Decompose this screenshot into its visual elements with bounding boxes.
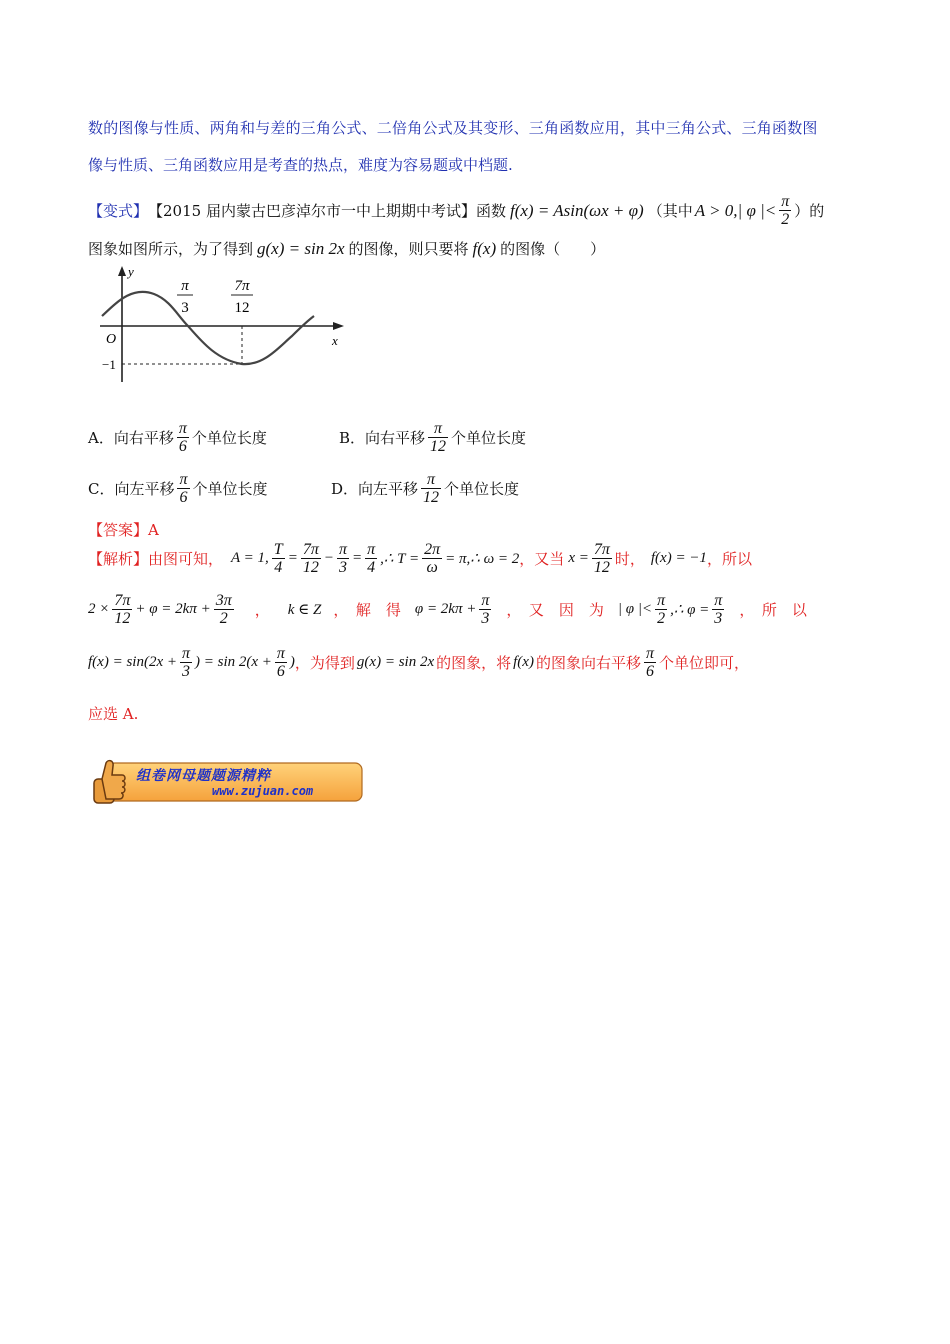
analysis-r2-i: ,∴ φ = — [670, 602, 710, 618]
analysis-r2-g: ， 又 因 为 — [506, 601, 604, 619]
origin-label: O — [106, 332, 117, 347]
variant-line-2 — [88, 238, 605, 259]
frac-7pi-12-b: $\frac{7\pi}{12}$ — [593, 541, 610, 576]
analysis-text-1: 由图可知， — [148, 550, 224, 568]
option-a-prefix: A．向右平移 — [88, 429, 174, 447]
option-d — [331, 471, 519, 506]
tick-label-2-den: 12 — [234, 300, 250, 316]
frac-pi-6-b: $\frac{\pi}{6}$ — [645, 645, 654, 680]
analysis-m7: x = — [568, 550, 589, 566]
analysis-m5: ,∴ T = — [380, 551, 420, 567]
option-b-prefix: B．向右平移 — [339, 429, 426, 447]
frac-7pi-12-a: $\frac{7\pi}{12}$ — [302, 541, 319, 576]
analysis-r2-b: + φ = 2kπ + — [135, 601, 211, 617]
frac-7pi-12-c: $\frac{7\pi}{12}$ — [114, 592, 131, 627]
answer-value: A — [148, 521, 159, 539]
x-axis-label: x — [332, 333, 338, 348]
variant-source: 【2015 届内蒙古巴彦淖尔市一中上期期中考试】 — [148, 202, 476, 220]
analysis-r3-e: g(x) = sin 2x — [356, 654, 435, 670]
frac-pi-4: $\frac{\pi}{4}$ — [367, 541, 376, 576]
analysis-r2-c: ， — [254, 601, 270, 619]
frac-pi-3-b: $\frac{\pi}{3}$ — [481, 592, 490, 627]
analysis-m1: A = 1, — [231, 550, 269, 566]
option-a-fraction: $\frac{\pi}{6}$ — [178, 420, 187, 455]
analysis-r2-d: k ∈ Z — [287, 602, 322, 618]
frac-pi-3-c: $\frac{\pi}{3}$ — [714, 592, 723, 627]
analysis-r2-e: ， 解 得 — [333, 601, 401, 619]
analysis-r3-b: ) = sin 2(x + — [194, 654, 272, 670]
sine-curve — [102, 292, 314, 364]
analysis-m3: − — [323, 550, 334, 566]
answer-line — [88, 519, 159, 540]
analysis-m6: = π,∴ ω = 2 — [445, 551, 520, 567]
frac-pi-2: $\frac{\pi}{2}$ — [657, 592, 666, 627]
option-c-suffix: 个单位长度 — [192, 480, 268, 498]
option-a-suffix: 个单位长度 — [191, 429, 267, 447]
min-value-label: −1 — [102, 357, 116, 372]
condition-prefix: （其中 — [647, 202, 693, 220]
analysis-m8: f(x) = −1 — [650, 550, 707, 566]
analysis-row-3 — [88, 645, 749, 680]
tick-label-1-den: 3 — [181, 300, 189, 316]
analysis-text-4: ，所以 — [706, 550, 752, 568]
analysis-row-4: 应选 A. — [88, 705, 139, 723]
option-b-suffix: 个单位长度 — [451, 429, 527, 447]
analysis-text-3: 时， — [614, 550, 645, 568]
variant-text: 函数 — [475, 202, 506, 220]
tick-label-2-num: 7π — [234, 278, 250, 294]
analysis-r2-a: 2 × — [88, 601, 110, 617]
analysis-r2-h: | φ |< — [617, 601, 653, 617]
y-axis-arrow — [118, 266, 126, 276]
logo-title: 组卷网母题题源精粹 — [136, 768, 271, 784]
function-graph — [92, 262, 362, 387]
analysis-r3-h: 的图象向右平移 — [535, 654, 641, 672]
frac-pi-3-a: $\frac{\pi}{3}$ — [338, 541, 347, 576]
variant-text-2c: 的图像（ ） — [500, 240, 606, 258]
analysis-r3-c: ) — [289, 654, 295, 670]
answer-tag: 【答案】 — [88, 521, 149, 539]
intro-line-1: 数的图像与性质、两角和与差的三角公式、二倍角公式及其变形、三角函数应用，其中三角公式、三角函数图 — [88, 119, 818, 137]
tick-label-1-num: π — [181, 278, 189, 294]
variant-text-2b: 的图像，则只要将 — [348, 240, 469, 258]
variant-text-2a: 图象如图所示，为了得到 — [88, 240, 254, 258]
analysis-row-1 — [88, 541, 752, 576]
option-d-fraction: $\frac{\pi}{12}$ — [423, 471, 440, 506]
analysis-r3-d: ，为得到 — [294, 654, 355, 672]
analysis-m4: = — [351, 550, 363, 566]
analysis-row-2 — [88, 592, 807, 627]
frac-pi-3-d: $\frac{\pi}{3}$ — [181, 645, 190, 680]
frac-pi-6-a: $\frac{\pi}{6}$ — [276, 645, 285, 680]
analysis-r3-f: 的图象，将 — [436, 654, 512, 672]
analysis-text-2: ，又当 — [519, 550, 565, 568]
option-a — [88, 420, 267, 455]
option-c — [88, 471, 268, 506]
logo-url: www.zujuan.com — [212, 784, 314, 798]
function-f: f(x) = Asin(ωx + φ) — [509, 200, 644, 220]
x-axis-arrow — [333, 322, 344, 330]
analysis-r2-f: φ = 2kπ + — [414, 601, 477, 617]
frac-3pi-2: $\frac{3\pi}{2}$ — [215, 592, 232, 627]
condition: A > 0,| φ |< — [694, 200, 777, 220]
option-d-suffix: 个单位长度 — [444, 480, 520, 498]
analysis-r3-a: f(x) = sin(2x + — [88, 654, 177, 670]
option-c-fraction: $\frac{\pi}{6}$ — [179, 471, 188, 506]
function-g: g(x) = sin 2x — [257, 238, 345, 258]
function-f-2: f(x) — [472, 238, 497, 258]
option-d-prefix: D．向左平移 — [331, 480, 419, 498]
variant-line-1 — [88, 193, 824, 228]
variant-tag: 【变式】 — [88, 202, 149, 220]
frac-T-4: $\frac{T}{4}$ — [273, 541, 283, 576]
zujuan-logo — [88, 757, 366, 807]
frac-2pi-omega: $\frac{2\pi}{\omega}$ — [424, 541, 441, 576]
option-b-fraction: $\frac{\pi}{12}$ — [430, 420, 447, 455]
condition-suffix: ）的 — [794, 202, 825, 220]
option-c-prefix: C．向左平移 — [88, 480, 175, 498]
analysis-r2-j: ， 所 以 — [739, 601, 807, 619]
option-b — [339, 420, 526, 455]
analysis-m2: = — [287, 550, 298, 566]
analysis-r3-i: 个单位即可， — [658, 654, 749, 672]
condition-fraction: $\frac{\pi}{2}$ — [781, 193, 790, 228]
intro-line-2: 像与性质、三角函数应用是考查的热点，难度为容易题或中档题. — [88, 156, 513, 174]
analysis-tag: 【解析】 — [88, 550, 149, 568]
y-axis-label: y — [128, 264, 134, 279]
analysis-r3-g: f(x) — [513, 654, 534, 670]
